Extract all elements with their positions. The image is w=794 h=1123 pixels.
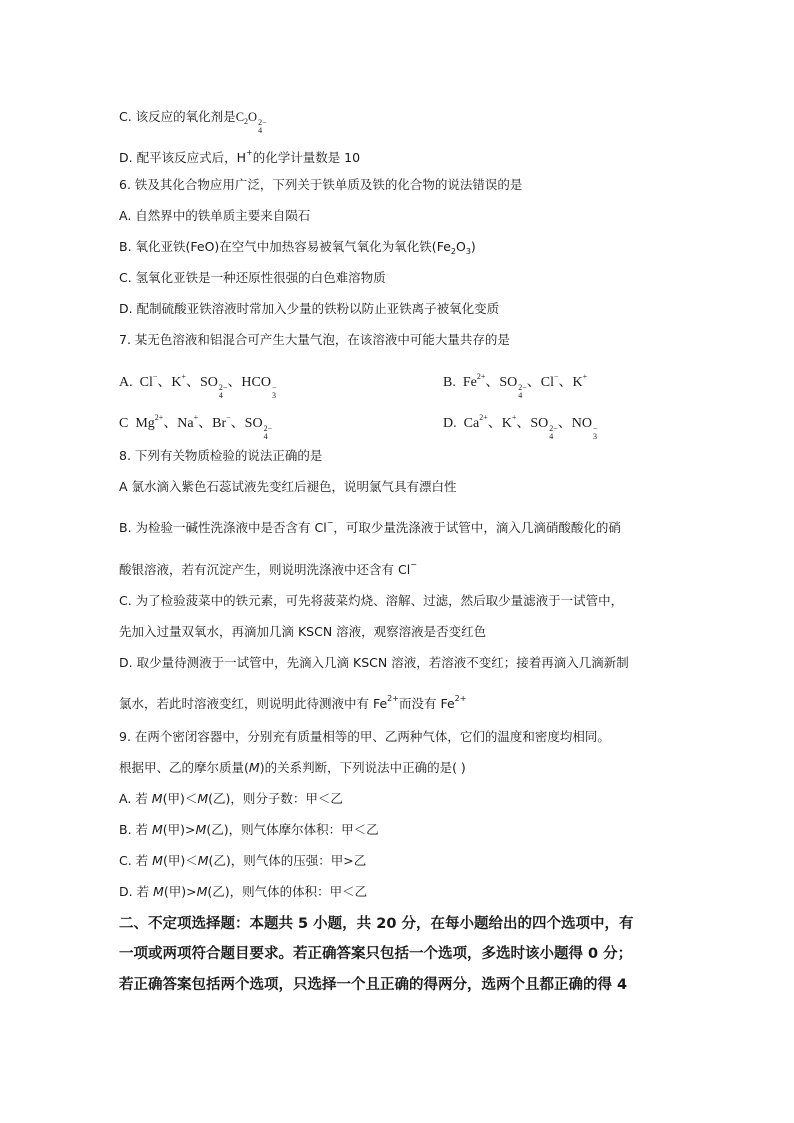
q9-option-b: B. 若 M(甲)>M(乙)，则气体摩尔体积：甲＜乙 [119,822,379,837]
q7-option-d: D. $Ca^{2+}$、K+、SO 2− 4 、NO − 3 [443,413,598,441]
q6-option-c: C. 氢氧化亚铁是一种还原性很强的白色难溶物质 [119,270,386,285]
q8-option-c-line1: C. 为了检验菠菜中的铁元素，可先将菠菜灼烧、溶解、过滤，然后取少量滤液于一试管中， [119,593,624,608]
section-heading-line1: 二、不定项选择题：本题共 5 小题，共 20 分，在每小题给出的四个选项中，有 [119,916,634,932]
q8-option-a: A 氯水滴入紫色石蕊试液先变红后褪色，说明氯气具有漂白性 [119,479,457,494]
q6-option-b: B. 氧化亚铁(FeO)在空气中加热容易被氧气氧化为氧化铁$(Fe_2O_3)$ [119,239,476,256]
q8-option-b-line2: 酸银溶液，若有沉淀产生，则说明洗涤液中还含有 Cl− [119,560,417,577]
q6-option-a: A. 自然界中的铁单质主要来自陨石 [119,208,311,223]
q9-option-d: D. 若 M(甲)>M(乙)，则气体的体积：甲＜乙 [119,884,368,899]
option-d-prev: D. 配平该反应式后，H+的化学计量数是 10 [119,148,361,165]
q6-option-d: D. 配制硫酸亚铁溶液时常加入少量的铁粉以防止亚铁离子被氧化变质 [119,301,500,316]
q7-option-b: B. $Fe^{2+}$、SO 2− 4 、Cl−、K+ [443,372,588,400]
question-6: 6. 铁及其化合物应用广泛，下列关于铁单质及铁的化合物的说法错误的是 [119,177,523,192]
question-9-line1: 9. 在两个密闭容器中，分别充有质量相等的甲、乙两种气体，它们的温度和密度均相同。 [119,729,610,744]
q7-option-a: A. Cl−、K+、SO 2− 4 、HCO − 3 [119,372,277,400]
q9-option-c: C. 若 M(甲)＜M(乙)，则气体的压强：甲>乙 [119,853,367,868]
question-7: 7. 某无色溶液和铝混合可产生大量气泡，在该溶液中可能大量共存的是 [119,332,510,347]
question-8: 8. 下列有关物质检验的说法正确的是 [119,448,323,463]
question-9-line2: 根据甲、乙的摩尔质量(M)的关系判断，下列说法中正确的是( ) [119,760,466,775]
option-c-prev: C. 该反应的氧化剂是$C_2O$ 2− 4 [119,109,267,135]
section-heading-line3: 若正确答案包括两个选项，只选择一个且正确的得两分，选两个且都正确的得 4 [119,977,628,993]
q7-option-c: C $Mg^{2+}$、Na+、Br−、SO 2− 4 [119,413,273,441]
section-heading-line2: 一项或两项符合题目要求。若正确答案只包括一个选项，多选时该小题得 0 分； [119,946,633,962]
q8-option-d-line2: 氯水，若此时溶液变红，则说明此待测液中有 $Fe^{2+}$而没有 $Fe^{2+}$ [119,694,467,711]
q8-option-c-line2: 先加入过量双氧水，再滴加几滴 KSCN 溶液，观察溶液是否变红色 [119,624,487,639]
q9-option-a: A. 若 M(甲)＜M(乙)，则分子数：甲＜乙 [119,791,343,806]
q8-option-d-line1: D. 取少量待测液于一试管中，先滴入几滴 KSCN 溶液，若溶液不变红；接着再滴入几滴新制 [119,655,629,670]
q8-option-b-line1: B. 为检验一碱性洗涤液中是否含有 Cl−，可取少量洗涤液于试管中，滴入几滴硝酸酸化的硝 [119,518,621,535]
